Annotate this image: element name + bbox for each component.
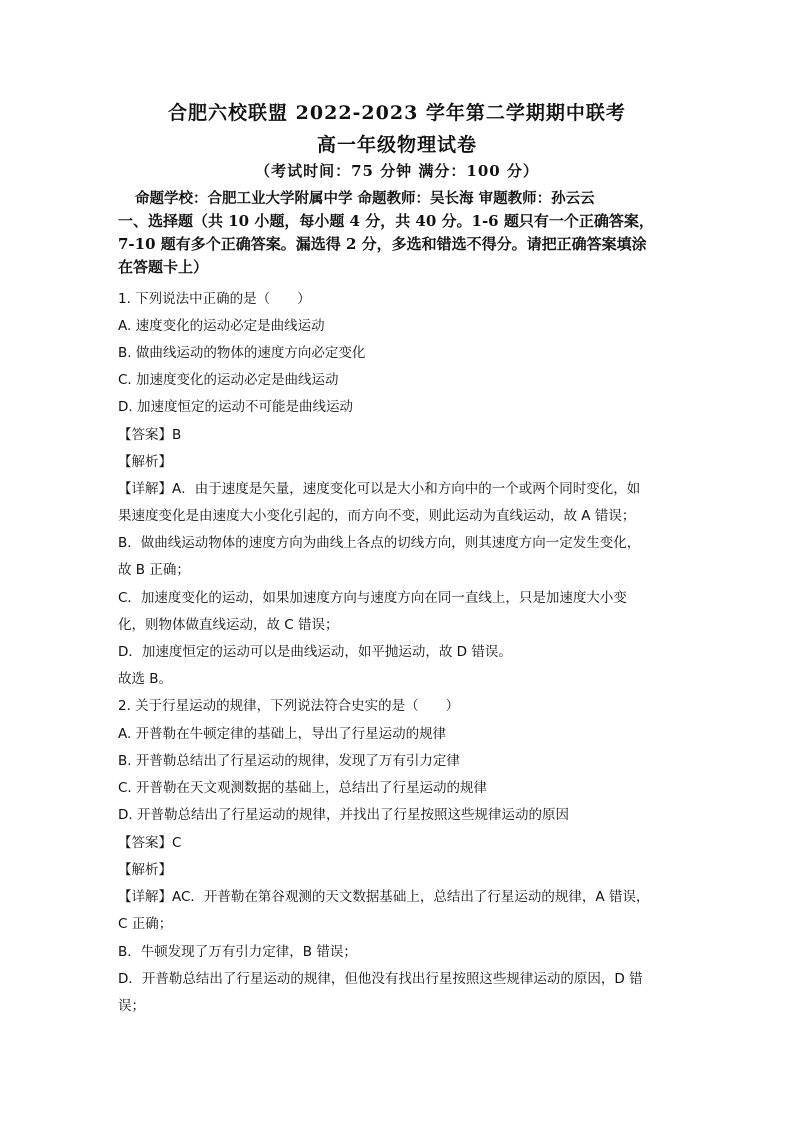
- question-2-detail-line: 误；: [118, 998, 145, 1014]
- question-1-option-b: B. 做曲线运动的物体的速度方向必定变化: [118, 345, 366, 361]
- question-1-detail-line: 化，则物体做直线运动，故 C 错误；: [118, 617, 339, 633]
- instructions-line: 在答题卡上）: [118, 258, 209, 276]
- question-1-conclusion: 故选 B。: [118, 671, 173, 687]
- exam-subtitle: 高一年级物理试卷: [316, 134, 477, 156]
- question-1-stem: 1. 下列说法中正确的是（ ）: [118, 291, 311, 307]
- question-1-answer: 【答案】B: [118, 427, 182, 443]
- exam-title: 合肥六校联盟 2022-2023 学年第二学期期中联考: [168, 102, 626, 124]
- question-1-detail-line: 果速度变化是由速度大小变化引起的，而方向不变，则此运动为直线运动，故 A 错误；: [118, 508, 636, 524]
- question-2-detail-line: 【详解】AC．开普勒在第谷观测的天文数据基础上，总结出了行星运动的规律，A 错误，: [118, 889, 650, 905]
- question-2-option-b: B. 开普勒总结出了行星运动的规律，发现了万有引力定律: [118, 753, 460, 769]
- question-2-detail-line: D．开普勒总结出了行星运动的规律，但他没有找出行星按照这些规律运动的原因，D 错: [118, 971, 643, 987]
- question-2-stem: 2. 关于行星运动的规律，下列说法符合史实的是（ ）: [118, 698, 460, 714]
- question-2-option-c: C. 开普勒在天文观测数据的基础上，总结出了行星运动的规律: [118, 780, 488, 796]
- question-1-option-c: C. 加速度变化的运动必定是曲线运动: [118, 372, 339, 388]
- question-2-option-d: D. 开普勒总结出了行星运动的规律，并找出了行星按照这些规律运动的原因: [118, 807, 569, 823]
- question-2-detail-line: B．牛顿发现了万有引力定律，B 错误；: [118, 944, 357, 960]
- question-1-detail-line: 【详解】A．由于速度是矢量，速度变化可以是大小和方向中的一个或两个同时变化，如: [118, 481, 641, 497]
- question-1-detail-line: C．加速度变化的运动，如果加速度方向与速度方向在同一直线上，只是加速度大小变: [118, 590, 627, 606]
- author-info: 命题学校：合肥工业大学附属中学 命题教师：吴长海 审题教师：孙云云: [135, 190, 595, 207]
- instructions-line: 7-10 题有多个正确答案。漏选得 2 分，多选和错选不得分。请把正确答案填涂: [118, 235, 647, 253]
- instructions-line: 一、选择题（共 10 小题，每小题 4 分，共 40 分。1-6 题只有一个正确答案，: [118, 212, 654, 230]
- question-1-analysis-label: 【解析】: [118, 454, 172, 470]
- question-2-answer: 【答案】C: [118, 835, 182, 851]
- question-2-analysis-label: 【解析】: [118, 862, 172, 878]
- question-2-detail-line: C 正确；: [118, 916, 173, 932]
- question-1-detail-line: 故 B 正确；: [118, 562, 190, 578]
- section-instructions: [118, 210, 688, 279]
- exam-info: （考试时间：75 分钟 满分：100 分）: [255, 162, 539, 180]
- question-1-detail-line: D．加速度恒定的运动可以是曲线运动，如平抛运动，故 D 错误。: [118, 644, 512, 660]
- question-1-option-d: D. 加速度恒定的运动不可能是曲线运动: [118, 399, 353, 415]
- question-2-option-a: A. 开普勒在牛顿定律的基础上，导出了行星运动的规律: [118, 726, 447, 742]
- question-1-option-a: A. 速度变化的运动必定是曲线运动: [118, 318, 325, 334]
- question-1-detail-line: B．做曲线运动物体的速度方向为曲线上各点的切线方向，则其速度方向一定发生变化，: [118, 535, 641, 551]
